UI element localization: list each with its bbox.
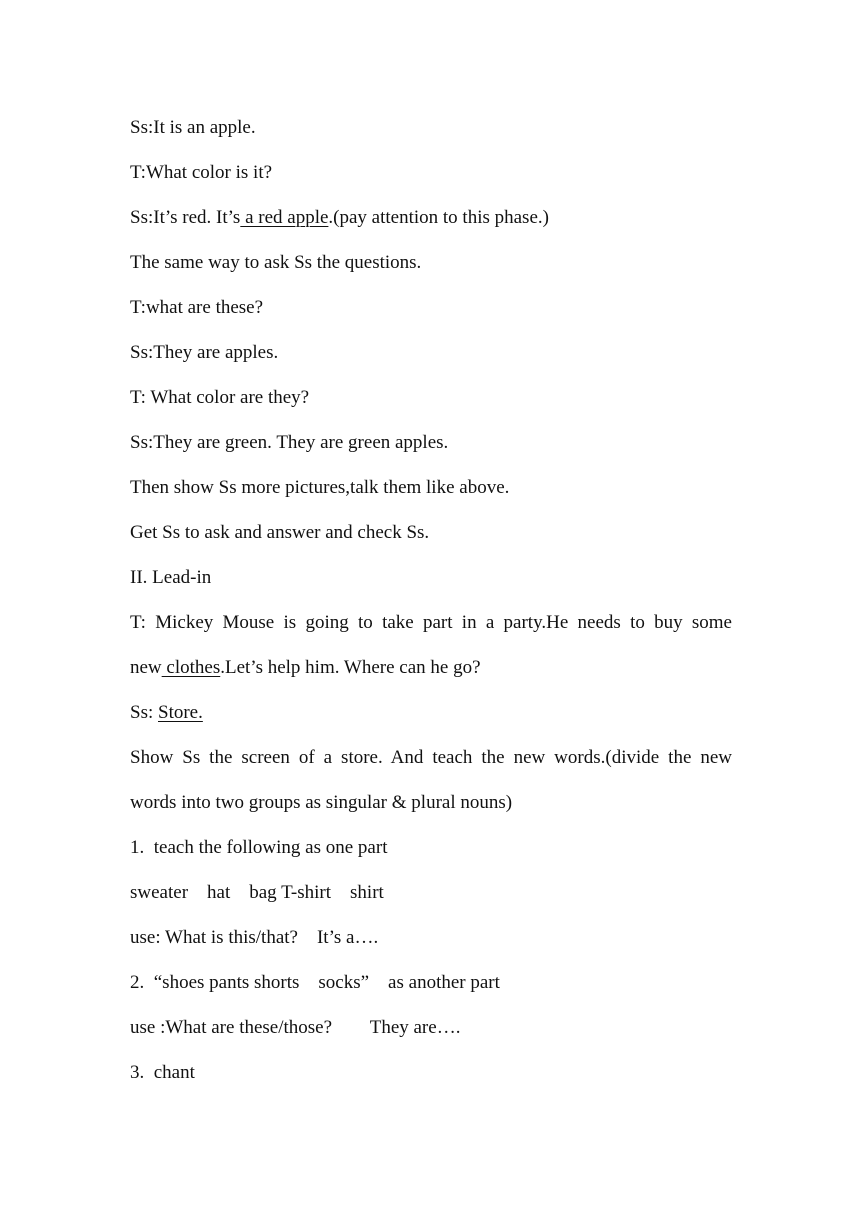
line-text: T:what are these? [130, 297, 264, 318]
line-text: Ss:They are green. They are green apples. [130, 432, 449, 453]
line-text: .Let’s help him. Where can he go? [220, 657, 481, 678]
paragraph-line [130, 519, 732, 564]
line-text: Ss: [130, 702, 158, 723]
line-text: Ss:They are apples. [130, 342, 279, 363]
heading-text: II. Lead-in [130, 567, 212, 588]
underlined-phrase: Store. [158, 702, 203, 723]
paragraph-line [130, 159, 732, 204]
paragraph-line [130, 339, 732, 384]
list-item-text: 1. teach the following as one part [130, 837, 388, 858]
line-text: Ss:It’s red. It’s [130, 207, 241, 228]
paragraph-line [130, 609, 732, 654]
list-item-text: 3. chant [130, 1062, 195, 1083]
vocabulary-line [130, 879, 732, 924]
paragraph-line [130, 429, 732, 474]
line-text: new [130, 657, 162, 678]
line-text: words into two groups as singular & plural nouns) [130, 792, 513, 813]
line-text: Ss:It is an apple. [130, 117, 256, 138]
paragraph-line [130, 699, 732, 744]
paragraph-line [130, 249, 732, 294]
list-item [130, 969, 732, 1014]
document-body [130, 114, 732, 1104]
list-item-text: 2. “shoes pants shorts socks” as another part [130, 972, 500, 993]
underlined-phrase: clothes [161, 657, 221, 678]
section-heading [130, 564, 732, 609]
line-text: use :What are these/those? They are…. [130, 1017, 461, 1038]
list-item [130, 1059, 732, 1104]
line-text: T: What color are they? [130, 387, 310, 408]
line-text: Then show Ss more pictures,talk them like above. [130, 477, 510, 498]
paragraph-line [130, 744, 732, 789]
paragraph-line [130, 1014, 732, 1059]
underlined-phrase: a red apple [240, 207, 329, 228]
paragraph-line [130, 924, 732, 969]
paragraph-line [130, 474, 732, 519]
line-text: sweater hat bag T-shirt shirt [130, 882, 384, 903]
line-text: T: Mickey Mouse is going to take part in a party.He needs to buy some [130, 612, 732, 633]
paragraph-line [130, 384, 732, 429]
line-text: T:What color is it? [130, 162, 273, 183]
paragraph-line [130, 204, 732, 249]
paragraph-line [130, 789, 732, 834]
paragraph-line [130, 114, 732, 159]
paragraph-line [130, 654, 732, 699]
line-text: Get Ss to ask and answer and check Ss. [130, 522, 430, 543]
line-text: Show Ss the screen of a store. And teach the new words.(divide the new [130, 747, 732, 768]
paragraph-line [130, 294, 732, 339]
line-text: use: What is this/that? It’s a…. [130, 927, 379, 948]
list-item [130, 834, 732, 879]
line-text: .(pay attention to this phase.) [328, 207, 549, 228]
line-text: The same way to ask Ss the questions. [130, 252, 422, 273]
